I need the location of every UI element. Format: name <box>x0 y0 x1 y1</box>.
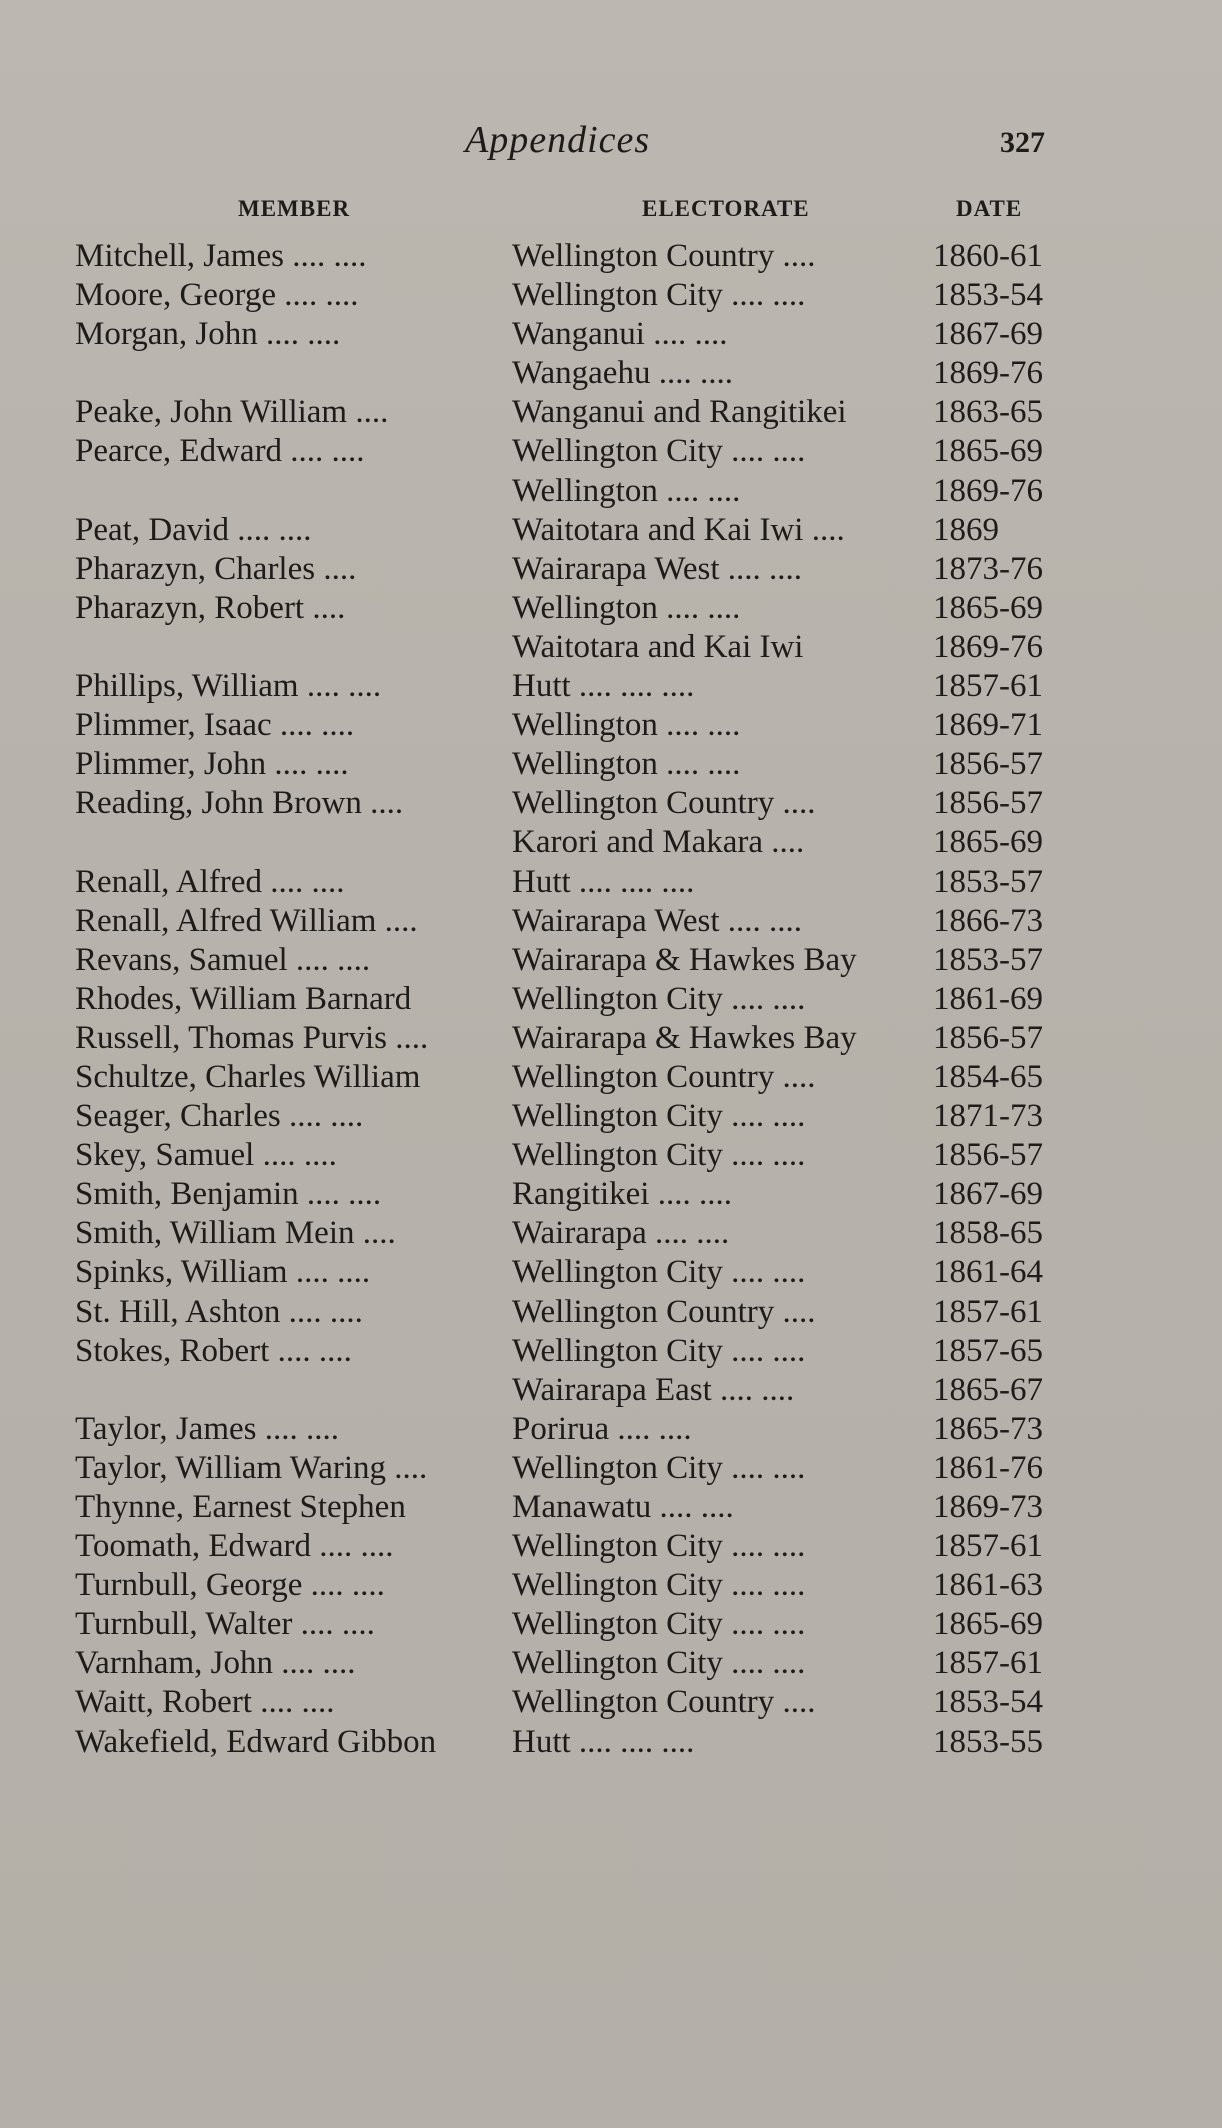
date-cell: 1865-69 <box>933 1606 1043 1643</box>
electorate-cell: Hutt .... .... .... <box>512 1723 695 1760</box>
table-row <box>0 1644 1222 1683</box>
table-row <box>0 1449 1222 1488</box>
table-row <box>0 1097 1222 1136</box>
electorate-cell: Wellington City .... .... <box>512 1567 806 1604</box>
date-cell: 1871-73 <box>933 1098 1043 1135</box>
table-row <box>0 1371 1222 1410</box>
table-row <box>0 1019 1222 1058</box>
member-cell: Phillips, William .... .... <box>75 668 382 705</box>
electorate-cell: Wellington City .... .... <box>512 1449 806 1486</box>
date-cell: 1861-63 <box>933 1567 1043 1604</box>
member-cell: Plimmer, Isaac .... .... <box>75 707 355 744</box>
table-row <box>0 1566 1222 1605</box>
date-cell: 1863-65 <box>933 394 1043 431</box>
table-row <box>0 941 1222 980</box>
member-cell: Taylor, James .... .... <box>75 1410 339 1447</box>
table-row <box>0 1058 1222 1097</box>
electorate-cell: Porirua .... .... <box>512 1410 692 1447</box>
electorate-cell: Rangitikei .... .... <box>512 1176 732 1213</box>
electorate-cell: Wellington City .... .... <box>512 1254 806 1291</box>
page-number: 327 <box>1000 126 1045 159</box>
date-cell: 1866-73 <box>933 902 1043 939</box>
column-header-electorate: ELECTORATE <box>642 196 810 221</box>
member-cell: Peat, David .... .... <box>75 511 312 548</box>
member-cell: Smith, Benjamin .... .... <box>75 1176 382 1213</box>
member-cell: Russell, Thomas Purvis .... <box>75 1019 429 1056</box>
electorate-cell: Wairarapa East .... .... <box>512 1371 795 1408</box>
table-row <box>0 1214 1222 1253</box>
table-row <box>0 1605 1222 1644</box>
date-cell: 1860-61 <box>933 238 1043 274</box>
electorate-cell: Wellington City .... .... <box>512 1606 806 1643</box>
member-cell: Morgan, John .... .... <box>75 316 341 353</box>
table-row <box>0 1253 1222 1292</box>
member-cell: Pearce, Edward .... .... <box>75 433 365 470</box>
electorate-cell: Karori and Makara .... <box>512 824 805 861</box>
member-cell: Wakefield, Edward Gibbon <box>75 1723 437 1760</box>
table-row <box>0 1332 1222 1371</box>
member-cell: Moore, George .... .... <box>75 277 359 314</box>
member-cell: Turnbull, George .... .... <box>75 1567 385 1604</box>
date-cell: 1869-76 <box>933 472 1043 509</box>
date-cell: 1853-57 <box>933 863 1043 900</box>
table-row <box>0 1175 1222 1214</box>
electorate-cell: Wairarapa West .... .... <box>512 902 803 939</box>
date-cell: 1865-69 <box>933 433 1043 470</box>
table-row <box>0 1136 1222 1175</box>
electorate-cell: Wanganui .... .... <box>512 316 728 353</box>
date-cell: 1861-69 <box>933 980 1043 1017</box>
table-row <box>0 1527 1222 1566</box>
table-row <box>0 315 1222 354</box>
electorate-cell: Wairarapa & Hawkes Bay <box>512 941 857 978</box>
date-cell: 1857-61 <box>933 1293 1043 1330</box>
electorate-cell: Wellington City .... .... <box>512 1137 806 1174</box>
electorate-cell: Wellington Country .... <box>512 1058 816 1095</box>
member-cell: Taylor, William Waring .... <box>75 1449 428 1486</box>
electorate-cell: Waitotara and Kai Iwi <box>512 628 804 665</box>
electorate-cell: Wellington Country .... <box>512 1293 816 1330</box>
date-cell: 1857-61 <box>933 668 1043 705</box>
electorate-cell: Wellington .... .... <box>512 746 741 783</box>
date-cell: 1856-57 <box>933 746 1043 783</box>
date-cell: 1856-57 <box>933 1019 1043 1056</box>
table-row <box>0 1293 1222 1332</box>
table-row <box>0 393 1222 432</box>
electorate-cell: Wellington City .... .... <box>512 277 806 314</box>
date-cell: 1867-69 <box>933 1176 1043 1213</box>
electorate-cell: Wellington City .... .... <box>512 1645 806 1682</box>
date-cell: 1869-76 <box>933 628 1043 665</box>
date-cell: 1865-69 <box>933 589 1043 626</box>
member-cell: Stokes, Robert .... .... <box>75 1332 352 1369</box>
member-cell: Varnham, John .... .... <box>75 1645 356 1682</box>
electorate-cell: Wairarapa West .... .... <box>512 550 803 587</box>
member-cell: Reading, John Brown .... <box>75 785 404 822</box>
member-cell: Schultze, Charles William <box>75 1058 421 1095</box>
table-row <box>0 354 1222 393</box>
table-row <box>0 589 1222 628</box>
member-cell: Skey, Samuel .... .... <box>75 1137 337 1174</box>
electorate-cell: Wellington City .... .... <box>512 1528 806 1565</box>
electorate-cell: Wairarapa .... .... <box>512 1215 730 1252</box>
electorate-cell: Hutt .... .... .... <box>512 863 695 900</box>
electorate-cell: Wanganui and Rangitikei <box>512 394 847 431</box>
table-row <box>0 784 1222 823</box>
date-cell: 1869-73 <box>933 1489 1043 1525</box>
date-cell: 1857-61 <box>933 1528 1043 1565</box>
table-row <box>0 667 1222 706</box>
date-cell: 1858-65 <box>933 1215 1043 1252</box>
member-cell: Seager, Charles .... .... <box>75 1098 364 1135</box>
table-row <box>0 276 1222 315</box>
date-cell: 1853-57 <box>933 941 1043 978</box>
date-cell: 1865-67 <box>933 1371 1043 1408</box>
table-row <box>0 511 1222 550</box>
electorate-cell: Wellington .... .... <box>512 589 741 626</box>
member-cell: Waitt, Robert .... .... <box>75 1684 335 1721</box>
date-cell: 1861-64 <box>933 1254 1043 1291</box>
date-cell: 1865-69 <box>933 824 1043 861</box>
table-row <box>0 628 1222 667</box>
date-cell: 1857-65 <box>933 1332 1043 1369</box>
member-cell: Rhodes, William Barnard <box>75 980 412 1017</box>
table-row <box>0 902 1222 941</box>
date-cell: 1865-73 <box>933 1410 1043 1447</box>
table-row <box>0 980 1222 1019</box>
electorate-cell: Hutt .... .... .... <box>512 668 695 705</box>
electorate-cell: Wellington Country .... <box>512 785 816 822</box>
column-header-member: MEMBER <box>238 196 351 221</box>
member-cell: Peake, John William .... <box>75 394 389 431</box>
electorate-cell: Waitotara and Kai Iwi .... <box>512 511 845 548</box>
date-cell: 1869-76 <box>933 355 1043 392</box>
table-row <box>0 1488 1222 1527</box>
electorate-cell: Wairarapa & Hawkes Bay <box>512 1019 857 1056</box>
date-cell: 1853-54 <box>933 1684 1043 1721</box>
member-cell: Smith, William Mein .... <box>75 1215 396 1252</box>
electorate-cell: Wellington City .... .... <box>512 1332 806 1369</box>
table-row <box>0 1683 1222 1722</box>
member-cell: Toomath, Edward .... .... <box>75 1528 394 1565</box>
table-row <box>0 550 1222 589</box>
member-cell: Spinks, William .... .... <box>75 1254 371 1291</box>
date-cell: 1854-65 <box>933 1058 1043 1095</box>
date-cell: 1856-57 <box>933 1137 1043 1174</box>
member-cell: Pharazyn, Charles .... <box>75 550 357 587</box>
table-row <box>0 706 1222 745</box>
member-cell: Thynne, Earnest Stephen <box>75 1489 406 1525</box>
member-cell: St. Hill, Ashton .... .... <box>75 1293 363 1330</box>
electorate-cell: Wellington Country .... <box>512 1684 816 1721</box>
electorate-cell: Wellington .... .... <box>512 472 741 509</box>
date-cell: 1856-57 <box>933 785 1043 822</box>
member-cell: Mitchell, James .... .... <box>75 238 367 274</box>
electorate-cell: Wellington .... .... <box>512 707 741 744</box>
table-row <box>0 745 1222 784</box>
date-cell: 1869-71 <box>933 707 1043 744</box>
date-cell: 1853-54 <box>933 277 1043 314</box>
table-row <box>0 432 1222 471</box>
date-cell: 1873-76 <box>933 550 1043 587</box>
electorate-cell: Manawatu .... .... <box>512 1489 734 1525</box>
members-table <box>0 237 1222 1762</box>
table-row <box>0 1410 1222 1449</box>
date-cell: 1861-76 <box>933 1449 1043 1486</box>
member-cell: Pharazyn, Robert .... <box>75 589 346 626</box>
electorate-cell: Wangaehu .... .... <box>512 355 733 392</box>
table-row <box>0 823 1222 862</box>
date-cell: 1869 <box>933 511 999 548</box>
electorate-cell: Wellington City .... .... <box>512 1098 806 1135</box>
member-cell: Renall, Alfred William .... <box>75 902 418 939</box>
electorate-cell: Wellington City .... .... <box>512 980 806 1017</box>
column-header-date: DATE <box>956 196 1023 221</box>
running-head: Appendices <box>465 119 651 161</box>
member-cell: Renall, Alfred .... .... <box>75 863 345 900</box>
member-cell: Plimmer, John .... .... <box>75 746 349 783</box>
electorate-cell: Wellington City .... .... <box>512 433 806 470</box>
table-row <box>0 237 1222 276</box>
date-cell: 1853-55 <box>933 1723 1043 1760</box>
date-cell: 1857-61 <box>933 1645 1043 1682</box>
table-row <box>0 472 1222 511</box>
member-cell: Turnbull, Walter .... .... <box>75 1606 375 1643</box>
date-cell: 1867-69 <box>933 316 1043 353</box>
electorate-cell: Wellington Country .... <box>512 238 816 274</box>
member-cell: Revans, Samuel .... .... <box>75 941 371 978</box>
table-row <box>0 863 1222 902</box>
table-row <box>0 1723 1222 1762</box>
